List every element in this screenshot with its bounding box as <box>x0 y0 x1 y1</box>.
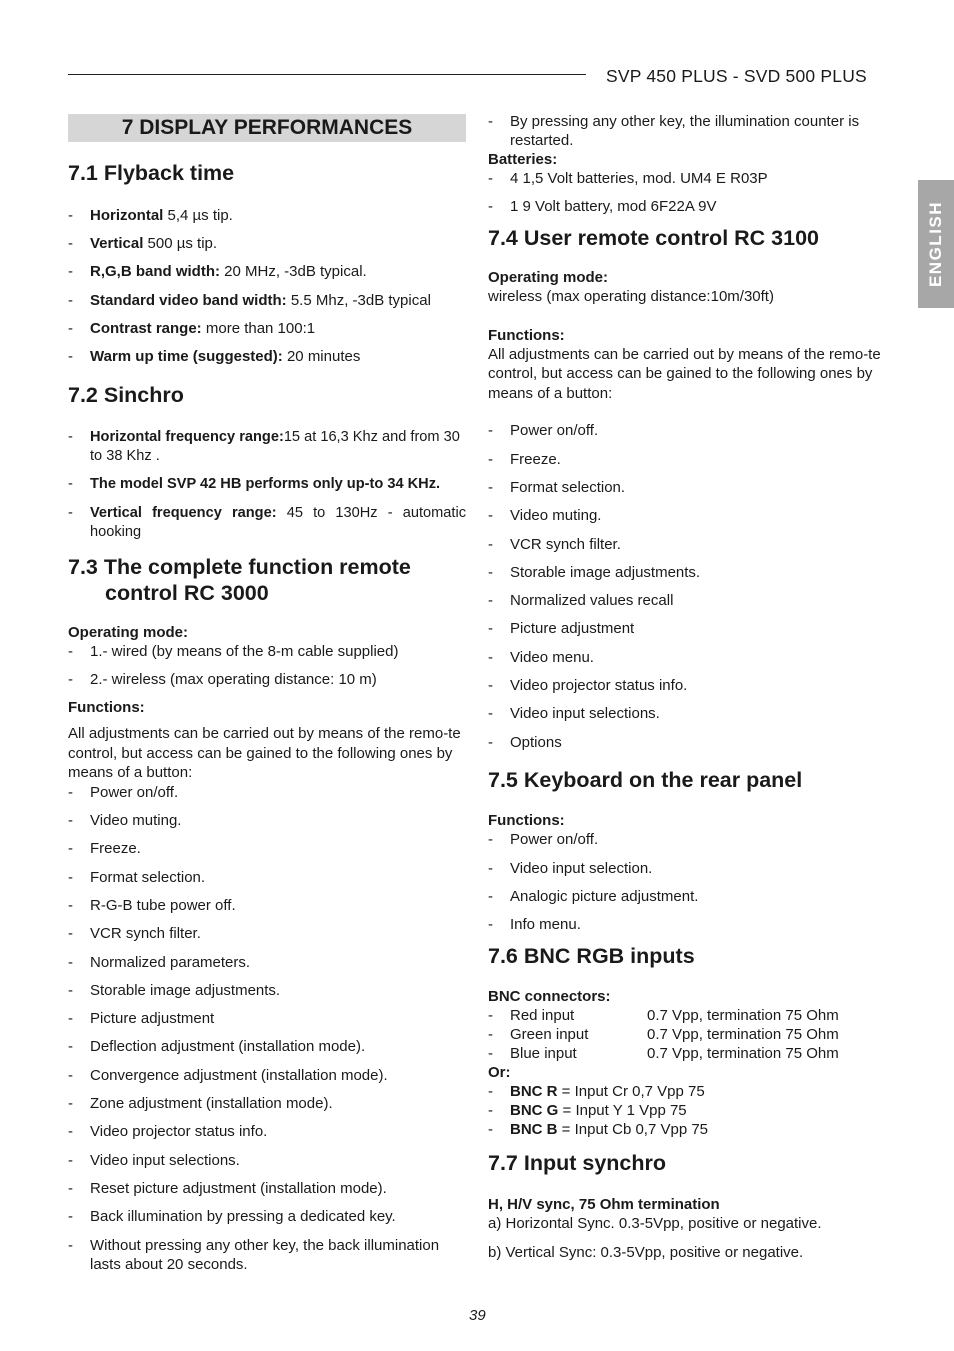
heading-7-7: 7.7 Input synchro <box>488 1151 667 1176</box>
left-column <box>68 112 466 1283</box>
vertical-sync-text: b) Vertical Sync: 0.3-5Vpp, positive or negative. <box>488 1243 804 1261</box>
heading-7-6: 7.6 BNC RGB inputs <box>488 943 695 968</box>
list-item: - Format selection. <box>68 868 466 887</box>
list-item: - 4 1,5 Volt batteries, mod. UM4 E R03P <box>488 169 886 188</box>
functions-list-continued <box>488 112 886 150</box>
list-item: - Power on/off. <box>68 783 466 802</box>
list-item: - Vertical 500 µs tip. <box>68 234 466 253</box>
list-item: - Freeze. <box>488 450 886 469</box>
list-item: - Horizontal 5,4 µs tip. <box>68 206 466 225</box>
list-item: - Video menu. <box>488 648 886 667</box>
bnc-connectors-list <box>488 1006 886 1063</box>
list-item: - BNC R = Input Cr 0,7 Vpp 75 <box>488 1082 886 1101</box>
list-item: - Standard video band width: 5.5 Mhz, -3dB typical <box>68 291 466 310</box>
bnc-connectors-label: BNC connectors: <box>488 988 611 1006</box>
list-item: - Reset picture adjustment (installation mode). <box>68 1179 466 1198</box>
list-item: - Picture adjustment <box>68 1009 466 1028</box>
list-item: - Horizontal frequency range:15 at 16,3 Khz and from 30 to 38 Khz . <box>68 428 466 466</box>
batteries-list <box>488 169 886 216</box>
functions-list <box>488 421 886 751</box>
or-label: Or: <box>488 1064 511 1082</box>
keyboard-functions-list <box>488 830 886 934</box>
heading-7-1: 7.1 Flyback time <box>68 161 235 185</box>
list-item: - Options <box>488 733 886 752</box>
right-column <box>488 112 886 1262</box>
sinchro-list <box>68 428 466 542</box>
list-item: - Contrast range: more than 100:1 <box>68 319 466 338</box>
functions-label: Functions: <box>488 812 565 830</box>
list-item: - Video muting. <box>488 506 886 525</box>
list-item: - Green input 0.7 Vpp, termination 75 Ohm <box>488 1025 886 1044</box>
language-tab <box>918 180 954 308</box>
functions-label: Functions: <box>488 326 565 344</box>
heading-7-4: 7.4 User remote control RC 3100 <box>488 225 819 250</box>
functions-text: All adjustments can be carried out by means of the remo-te control, but access can be gained to the following ones by means of a button: <box>68 725 461 782</box>
heading-7-2: 7.2 Sinchro <box>68 383 184 408</box>
section-title: 7 DISPLAY PERFORMANCES <box>68 114 466 142</box>
list-item: - Convergence adjustment (installation mode). <box>68 1066 466 1085</box>
horizontal-sync-text: a) Horizontal Sync. 0.3-5Vpp, positive or negative. <box>488 1215 822 1233</box>
list-item: - Video input selection. <box>488 859 886 878</box>
list-item: - The model SVP 42 HB performs only up-to 34 KHz. <box>68 475 466 494</box>
functions-list <box>68 783 466 1274</box>
list-item: - Normalized parameters. <box>68 953 466 972</box>
list-item: - Video projector status info. <box>68 1122 466 1141</box>
list-item: - Video muting. <box>68 811 466 830</box>
list-item: - R-G-B tube power off. <box>68 896 466 915</box>
list-item: - Blue input 0.7 Vpp, termination 75 Ohm <box>488 1044 886 1063</box>
list-item: - Without pressing any other key, the back illumination lasts about 20 seconds. <box>68 1236 466 1274</box>
operating-mode-label: Operating mode: <box>68 623 189 641</box>
list-item: - 2.- wireless (max operating distance: 10 m) <box>68 670 466 689</box>
list-item: - 1 9 Volt battery, mod 6F22A 9V <box>488 197 886 216</box>
list-item: - Zone adjustment (installation mode). <box>68 1094 466 1113</box>
bnc-alternative-list <box>488 1082 886 1139</box>
header-rule <box>68 74 586 75</box>
list-item: - Warm up time (suggested): 20 minutes <box>68 347 466 366</box>
list-item: - Deflection adjustment (installation mode). <box>68 1037 466 1056</box>
list-item: - Format selection. <box>488 478 886 497</box>
list-item: - 1.- wired (by means of the 8-m cable supplied) <box>68 642 466 661</box>
list-item: - Info menu. <box>488 915 886 934</box>
list-item: - Analogic picture adjustment. <box>488 887 886 906</box>
list-item: - BNC G = Input Y 1 Vpp 75 <box>488 1101 886 1120</box>
list-item: - Video projector status info. <box>488 676 886 695</box>
list-item: - Video input selections. <box>68 1151 466 1170</box>
list-item: - BNC B = Input Cb 0,7 Vpp 75 <box>488 1120 886 1139</box>
heading-7-3: 7.3 The complete function remote control RC 3000 <box>68 554 411 605</box>
functions-label: Functions: <box>68 699 145 717</box>
list-item: - Vertical frequency range: 45 to 130Hz - automatic hooking <box>68 504 466 542</box>
list-item: - VCR synch filter. <box>68 924 466 943</box>
list-item: - By pressing any other key, the illumination counter is restarted. <box>488 112 886 150</box>
sync-termination-label: H, H/V sync, 75 Ohm termination <box>488 1196 720 1214</box>
document-title: SVP 450 PLUS - SVD 500 PLUS <box>606 66 867 86</box>
list-item: - Normalized values recall <box>488 591 886 610</box>
flyback-list <box>68 206 466 366</box>
list-item: - Freeze. <box>68 839 466 858</box>
list-item: - Back illumination by pressing a dedicated key. <box>68 1207 466 1226</box>
operating-mode-text: wireless (max operating distance:10m/30ft) <box>488 288 774 306</box>
list-item: - Picture adjustment <box>488 619 886 638</box>
list-item: - Power on/off. <box>488 421 886 440</box>
language-tab-label: ENGLISH <box>926 200 945 288</box>
page-number: 39 <box>469 1307 486 1324</box>
list-item: - R,G,B band width: 20 MHz, -3dB typical. <box>68 262 466 281</box>
list-item: - Red input 0.7 Vpp, termination 75 Ohm <box>488 1006 886 1025</box>
operating-mode-label: Operating mode: <box>488 269 609 287</box>
list-item: - Storable image adjustments. <box>488 563 886 582</box>
batteries-label: Batteries: <box>488 151 558 168</box>
list-item: - VCR synch filter. <box>488 535 886 554</box>
list-item: - Storable image adjustments. <box>68 981 466 1000</box>
operating-mode-list <box>68 642 466 689</box>
list-item: - Power on/off. <box>488 830 886 849</box>
list-item: - Video input selections. <box>488 704 886 723</box>
heading-7-5: 7.5 Keyboard on the rear panel <box>488 767 803 792</box>
functions-text: All adjustments can be carried out by means of the remo-te control, but access can be gained to the following ones by means of a button: <box>488 345 881 402</box>
